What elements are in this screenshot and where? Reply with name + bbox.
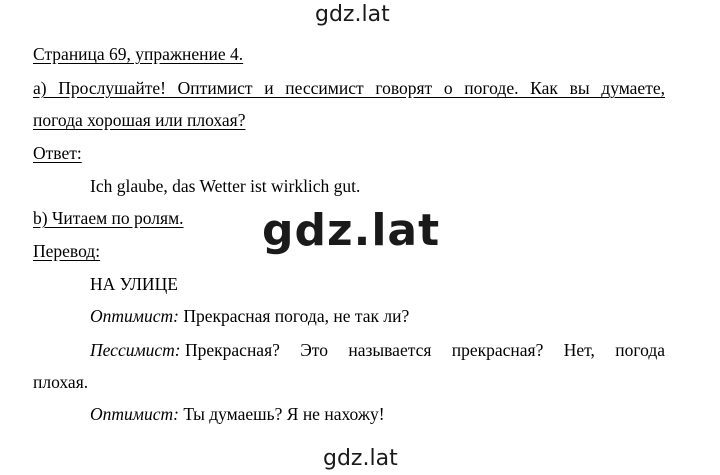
watermark-bottom: gdz.lat: [323, 446, 398, 471]
page-reference: Страница 69, упражнение 4.: [33, 44, 244, 64]
translation-label: Перевод:: [33, 241, 101, 261]
speaker-pessimist: Пессимист:: [90, 340, 181, 360]
task-a-line-2: погода хорошая или плохая?: [33, 110, 246, 130]
dialog-line-3-text: Ты думаешь? Я не нахожу!: [183, 404, 385, 424]
dialog-line-2-continuation: плохая.: [33, 372, 89, 392]
dialog-line-3: [90, 404, 385, 424]
answer-text: Ich glaube, das Wetter ist wirklich gut.: [90, 176, 361, 196]
watermark-top: gdz.lat: [315, 2, 390, 27]
dialog-line-2: [90, 340, 665, 360]
answer-label: Ответ:: [33, 143, 82, 163]
watermark-middle: gdz.lat: [262, 205, 441, 256]
speaker-optimist-2: Оптимист:: [90, 404, 179, 424]
dialog-line-2-text: Прекрасная? Это называется прекрасная? Нет, погода: [185, 340, 665, 360]
speaker-optimist: Оптимист:: [90, 306, 179, 326]
dialog-line-1: [90, 306, 409, 326]
dialog-heading: НА УЛИЦЕ: [90, 274, 178, 294]
task-b: b) Читаем по ролям.: [33, 208, 184, 228]
dialog-line-1-text: Прекрасная погода, не так ли?: [183, 306, 410, 326]
task-a-line-1: а) Прослушайте! Оптимист и пессимист говорят о погоде. Как вы думаете,: [33, 78, 665, 98]
